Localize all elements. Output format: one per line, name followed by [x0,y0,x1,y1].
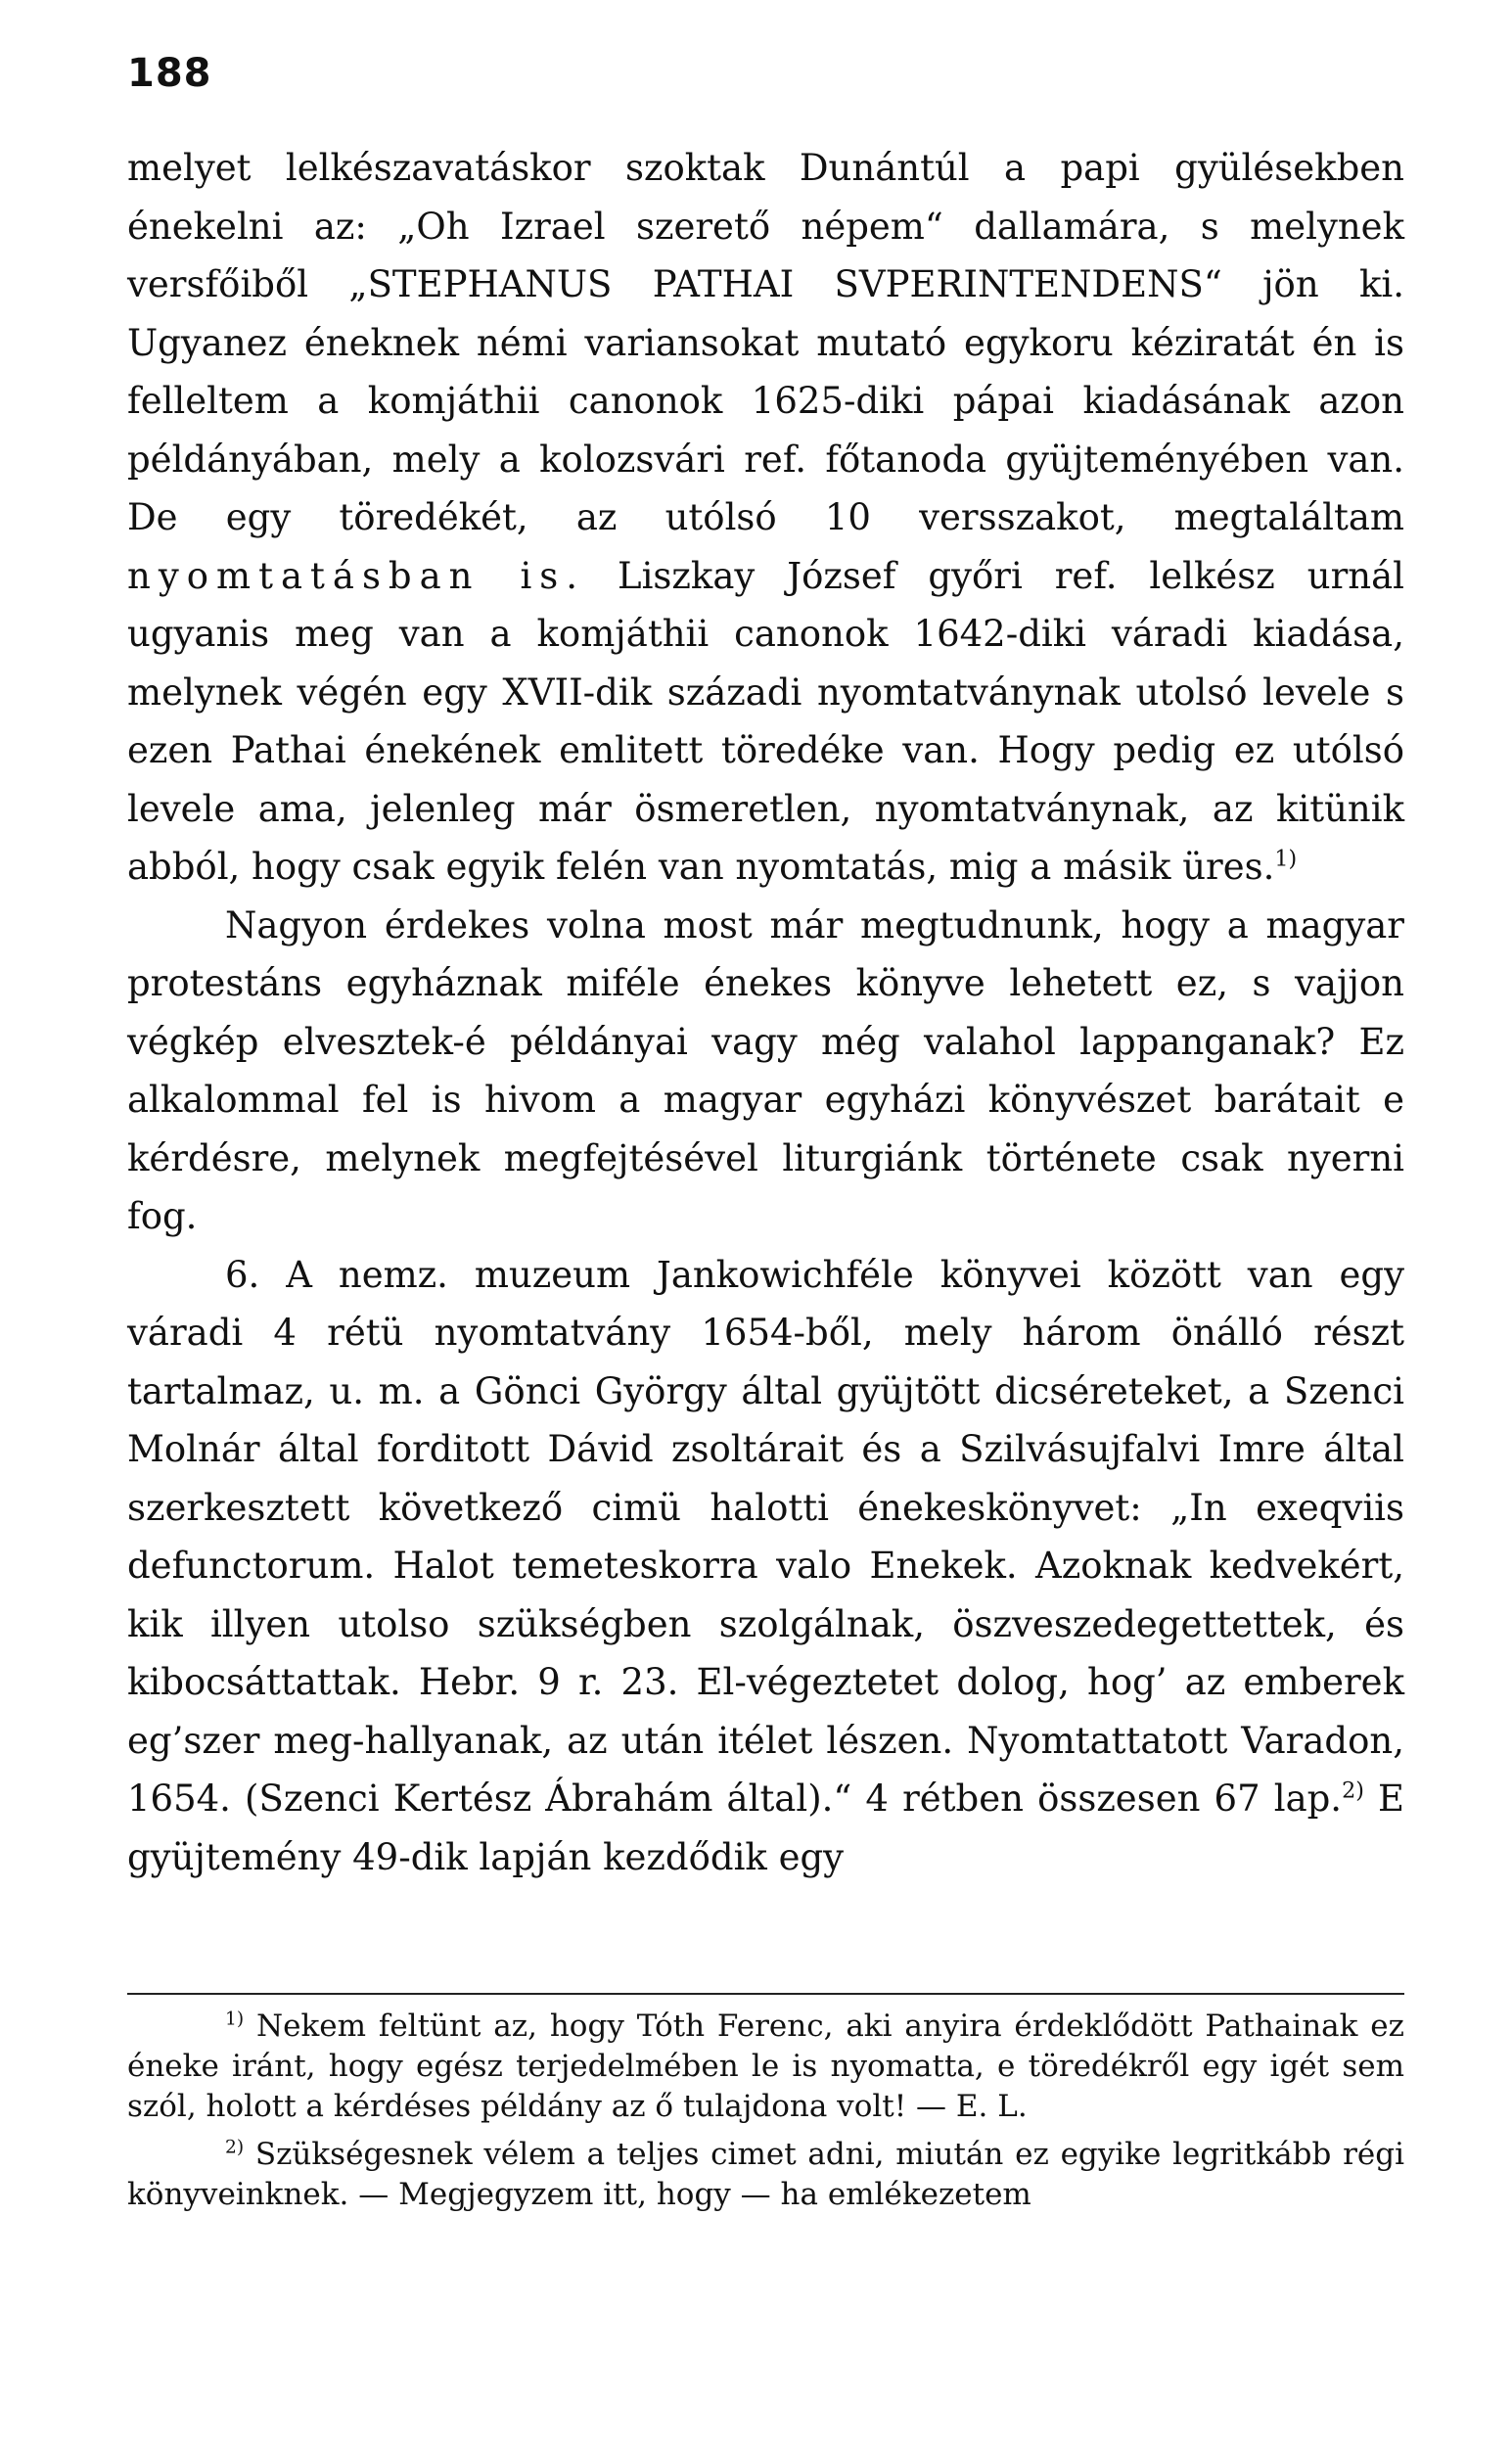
paragraph-1-text-after: Liszkay József győri ref. lelkész urnál ugyanis meg van a komjáthii canonok 1642-diki váradi kiadása, melynek végén egy XVII-dik századi nyomtatványnak utolsó levele s ezen Pathai énekének emlitett töredéke van. Hogy pedig ez utólsó levele ama, jelenleg már ösmeretlen, nyomtatványnak, az kitünik abból, hogy csak egyik felén van nyomtatás, mig a másik üres. [127,554,1404,888]
paragraph-1 [127,139,1404,897]
paragraph-1-spaced-text: nyomtatásban is. [127,554,586,597]
footnote-2-mark: 2) [225,2137,245,2158]
footnote-1-text: Nekem feltünt az, hogy Tóth Ferenc, aki anyira érdeklődött Pathainak ez éneke iránt, hogy egész terjedelmében le is nyomatta, e töredékről egy igét sem szól, holott a kérdéses példány az ő tulajdona volt! — E. L. [127,2008,1404,2124]
body-text [127,139,1404,1886]
footnote-1 [127,2007,1404,2127]
footnote-ref-1: 1) [1274,846,1298,872]
paragraph-3-text-after: E gyüjtemény 49-dik lapján kezdődik egy [127,1778,1404,1878]
paragraph-2 [127,897,1404,1246]
footnote-divider [127,1993,1404,1995]
footnote-2-text: Szükségesnek vélem a teljes cimet adni, miután ez egyike legritkább régi könyveinknek. — Megjegyzem itt, hogy — ha emlékezetem [127,2137,1404,2212]
paragraph-3 [127,1246,1404,1887]
paragraph-3-text: 6. A nemz. muzeum Jankowichféle könyvei között van egy váradi 4 rétü nyomtatvány 1654-ből, mely három önálló részt tartalmaz, u. m. a Gönci György által gyüjtött dicséreteket, a Szenci Molnár által forditott Dávid zsoltárait és a Szilvásujfalvi Imre által szerkesztett következő cimü halotti énekeskönyvet: „In exeqviis defunctorum. Halot temeteskorra valo Enekek. Azoknak kedvekért, kik illyen utolso szükségben szolgálnak, öszveszedegettettek, és kibocsáttattak. Hebr. 9 r. 23. El-végeztetet dolog, hog’ az emberek eg’szer meg-hallyanak, az után itélet lészen. Nyomtattatott Varadon, 1654. (Szenci Kertész Ábrahám által).“ 4 rétben összesen 67 lap. [127,1253,1404,1820]
footnote-ref-2: 2) [1342,1778,1364,1804]
footnote-1-mark: 1) [225,2008,245,2030]
footnotes [127,2007,1404,2223]
paragraph-1-text: melyet lelkészavatáskor szoktak Dunántúl a papi gyülésekben énekelni az: „Oh Izrael szerető népem“ dallamára, s melynek versfőiből „STEPHANUS PATHAI SVPERINTENDENS“ jön ki. Ugyanez éneknek némi variansokat mutató egykoru kéziratát én is felleltem a komjáthii canonok 1625-diki pápai kiadásának azon példányában, mely a kolozsvári ref. főtanoda gyüjteményében van. De egy töredékét, az utólsó 10 versszakot, megtaláltam [127,147,1404,538]
footnote-2 [127,2135,1404,2215]
paragraph-2-text: Nagyon érdekes volna most már megtudnunk, hogy a magyar protestáns egyháznak miféle énekes könyve lehetett ez, s vajjon végkép elvesztek-é példányai vagy még valahol lappanganak? Ez alkalommal fel is hivom a magyar egyházi könyvészet barátait e kérdésre, melynek megfejtésével liturgiánk története csak nyerni fog. [127,903,1404,1237]
page-number: 188 [127,51,212,96]
